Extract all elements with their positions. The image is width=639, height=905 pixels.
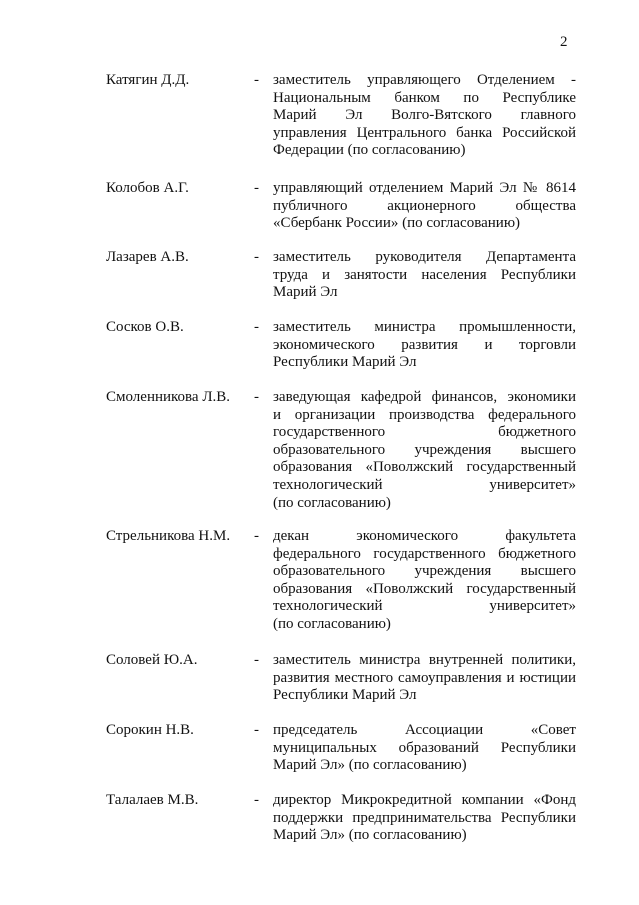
entry-dash: -: [254, 722, 259, 738]
entry-dash: -: [254, 249, 259, 265]
position-line: Национальным банком по Республике: [273, 89, 576, 106]
entry-dash: -: [254, 72, 259, 88]
member-position: [273, 652, 576, 705]
position-line: заведующая кафедрой финансов, экономики: [273, 389, 576, 405]
position-line: управления Центрального банка Российской: [273, 124, 576, 141]
position-line: Марий Эл» (по согласованию): [273, 827, 467, 844]
position-line: Марий Эл: [273, 284, 338, 301]
member-position: [273, 389, 576, 512]
position-line: поддержки предпринимательства Республики: [273, 809, 576, 826]
member-name: Лазарев А.В.: [106, 249, 189, 265]
position-line: экономического развития и торговли: [273, 336, 576, 353]
position-line: заместитель министра внутренней политики,: [273, 652, 576, 668]
member-name: Сосков О.В.: [106, 319, 184, 335]
position-line: образовательного учреждения высшего: [273, 441, 576, 458]
entry-dash: -: [254, 319, 259, 335]
position-line: публичного акционерного общества: [273, 197, 576, 214]
position-line: «Сбербанк России» (по согласованию): [273, 215, 521, 232]
position-line: образовательного учреждения высшего: [273, 563, 576, 580]
position-line: образования «Поволжский государственный: [273, 580, 576, 597]
member-position: [273, 249, 576, 302]
member-name: Талалаев М.В.: [106, 792, 199, 808]
entry-dash: -: [254, 528, 259, 544]
position-line: заместитель управляющего Отделением -: [273, 72, 576, 88]
member-position: [273, 72, 576, 160]
position-line: (по согласованию): [273, 494, 391, 511]
entry-dash: -: [254, 652, 259, 668]
member-name: Сорокин Н.В.: [106, 722, 194, 738]
position-line: председатель Ассоциации «Совет: [273, 722, 576, 738]
member-name: Смоленникова Л.В.: [106, 389, 231, 405]
position-line: Марий Эл Волго-Вятского главного: [273, 107, 576, 124]
entry-dash: -: [254, 180, 259, 196]
member-position: [273, 528, 576, 634]
position-line: управляющий отделением Марий Эл № 8614: [273, 180, 576, 196]
position-line: Федерации (по согласованию): [273, 142, 466, 159]
position-line: Марий Эл» (по согласованию): [273, 757, 467, 774]
position-line: федерального государственного бюджетного: [273, 545, 576, 562]
member-name: Соловей Ю.А.: [106, 652, 198, 668]
member-position: [273, 319, 576, 372]
page-number: 2: [560, 34, 568, 50]
position-line: государственного бюджетного: [273, 424, 576, 441]
member-position: [273, 722, 576, 775]
member-name: Колобов А.Г.: [106, 180, 189, 196]
position-line: образования «Поволжский государственный: [273, 459, 576, 476]
position-line: развития местного самоуправления и юстиции: [273, 669, 576, 686]
position-line: труда и занятости населения Республики: [273, 266, 576, 283]
position-line: заместитель руководителя Департамента: [273, 249, 576, 265]
position-line: технологический университет»: [273, 598, 576, 615]
position-line: технологический университет»: [273, 476, 576, 493]
member-position: [273, 792, 576, 845]
position-line: (по согласованию): [273, 615, 391, 632]
position-line: и организации производства федерального: [273, 406, 576, 423]
position-line: директор Микрокредитной компании «Фонд: [273, 792, 576, 808]
member-name: Катягин Д.Д.: [106, 72, 190, 88]
position-line: Республики Марий Эл: [273, 354, 417, 371]
position-line: декан экономического факультета: [273, 528, 576, 544]
position-line: муниципальных образований Республики: [273, 739, 576, 756]
member-name: Стрельникова Н.М.: [106, 528, 231, 544]
position-line: Республики Марий Эл: [273, 687, 417, 704]
entry-dash: -: [254, 792, 259, 808]
position-line: заместитель министра промышленности,: [273, 319, 576, 335]
member-position: [273, 180, 576, 233]
entry-dash: -: [254, 389, 259, 405]
